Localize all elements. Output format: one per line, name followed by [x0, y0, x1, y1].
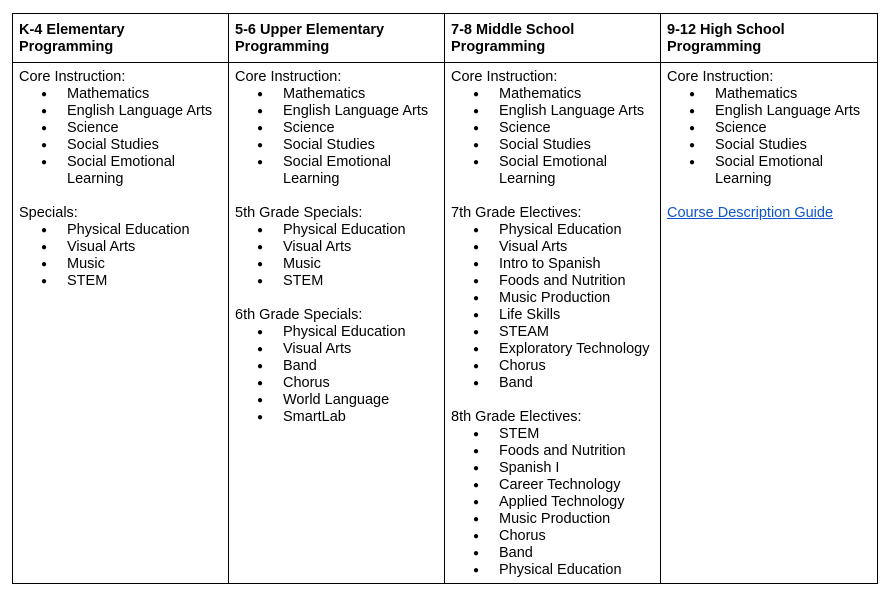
spacer: [451, 188, 654, 205]
list-item: ● Music: [235, 256, 438, 273]
list-item: ● World Language: [235, 392, 438, 409]
spacer: [235, 188, 438, 205]
section-label: Core Instruction:: [235, 69, 342, 85]
course-list: [235, 222, 438, 290]
list-item: ● Mathematics: [235, 86, 438, 103]
list-item: ● Social Emotional Learning: [451, 154, 654, 188]
list-item: ● Social Emotional Learning: [235, 154, 438, 188]
list-item: ● SmartLab: [235, 409, 438, 426]
list-item: ● Science: [235, 120, 438, 137]
list-item: ● Visual Arts: [235, 239, 438, 256]
list-item: ● Visual Arts: [451, 239, 654, 256]
list-item: ● Band: [451, 375, 654, 392]
list-item: ● Spanish I: [451, 460, 654, 477]
list-item: ● Science: [667, 120, 871, 137]
list-item: ● Intro to Spanish: [451, 256, 654, 273]
list-item: ● Music Production: [451, 511, 654, 528]
list-item: ● Foods and Nutrition: [451, 273, 654, 290]
list-item: ● Band: [235, 358, 438, 375]
course-list: [451, 426, 654, 579]
section-label: Specials:: [19, 205, 78, 221]
list-item: ● Applied Technology: [451, 494, 654, 511]
list-item: ● Social Studies: [667, 137, 871, 154]
section-label: 7th Grade Electives:: [451, 205, 582, 221]
list-item: ● Physical Education: [451, 562, 654, 579]
section-label: Core Instruction:: [667, 69, 774, 85]
list-item: ● STEM: [19, 273, 222, 290]
list-item: ● Physical Education: [235, 324, 438, 341]
column-9-12: [661, 63, 878, 584]
spacer: [19, 188, 222, 205]
header-9-12: 9-12 High School Programming: [661, 14, 878, 63]
list-item: ● Social Emotional Learning: [19, 154, 222, 188]
content-row: [13, 63, 878, 584]
list-item: ● Science: [19, 120, 222, 137]
course-list: [451, 222, 654, 392]
list-item: ● STEM: [451, 426, 654, 443]
list-item: ● Chorus: [451, 528, 654, 545]
course-description-guide-link[interactable]: Course Description Guide: [667, 205, 834, 221]
section-label: Core Instruction:: [451, 69, 558, 85]
section-label: 5th Grade Specials:: [235, 205, 363, 221]
list-item: ● Physical Education: [19, 222, 222, 239]
list-item: ● Mathematics: [451, 86, 654, 103]
list-item: ● Visual Arts: [19, 239, 222, 256]
list-item: ● Career Technology: [451, 477, 654, 494]
section-label: Core Instruction:: [19, 69, 126, 85]
list-item: ● Foods and Nutrition: [451, 443, 654, 460]
course-list: [451, 86, 654, 188]
list-item: ● Social Emotional Learning: [667, 154, 871, 188]
list-item: ● Chorus: [451, 358, 654, 375]
course-list: [667, 86, 871, 188]
list-item: ● Life Skills: [451, 307, 654, 324]
course-list: [19, 222, 222, 290]
list-item: ● STEM: [235, 273, 438, 290]
list-item: ● Social Studies: [235, 137, 438, 154]
programming-table: [12, 13, 878, 584]
list-item: ● Science: [451, 120, 654, 137]
list-item: ● STEAM: [451, 324, 654, 341]
list-item: ● Physical Education: [451, 222, 654, 239]
list-item: ● Physical Education: [235, 222, 438, 239]
list-item: ● Social Studies: [451, 137, 654, 154]
spacer: [235, 290, 438, 307]
list-item: ● English Language Arts: [19, 103, 222, 120]
list-item: ● Chorus: [235, 375, 438, 392]
course-list: [235, 324, 438, 426]
list-item: ● Band: [451, 545, 654, 562]
list-item: ● Social Studies: [19, 137, 222, 154]
list-item: ● Visual Arts: [235, 341, 438, 358]
column-5-6: [229, 63, 445, 584]
list-item: ● Mathematics: [667, 86, 871, 103]
course-list: [235, 86, 438, 188]
list-item: ● Mathematics: [19, 86, 222, 103]
list-item: ● Music: [19, 256, 222, 273]
section-label: 8th Grade Electives:: [451, 409, 582, 425]
spacer: [667, 188, 871, 205]
column-7-8: [445, 63, 661, 584]
list-item: ● English Language Arts: [451, 103, 654, 120]
section-label: 6th Grade Specials:: [235, 307, 363, 323]
list-item: ● Exploratory Technology: [451, 341, 654, 358]
header-row: [13, 14, 878, 63]
column-k4: [13, 63, 229, 584]
header-k4: K-4 Elementary Programming: [13, 14, 229, 63]
header-7-8: 7-8 Middle School Programming: [445, 14, 661, 63]
spacer: [451, 392, 654, 409]
course-list: [19, 86, 222, 188]
list-item: ● Music Production: [451, 290, 654, 307]
header-5-6: 5-6 Upper Elementary Programming: [229, 14, 445, 63]
list-item: ● English Language Arts: [235, 103, 438, 120]
list-item: ● English Language Arts: [667, 103, 871, 120]
